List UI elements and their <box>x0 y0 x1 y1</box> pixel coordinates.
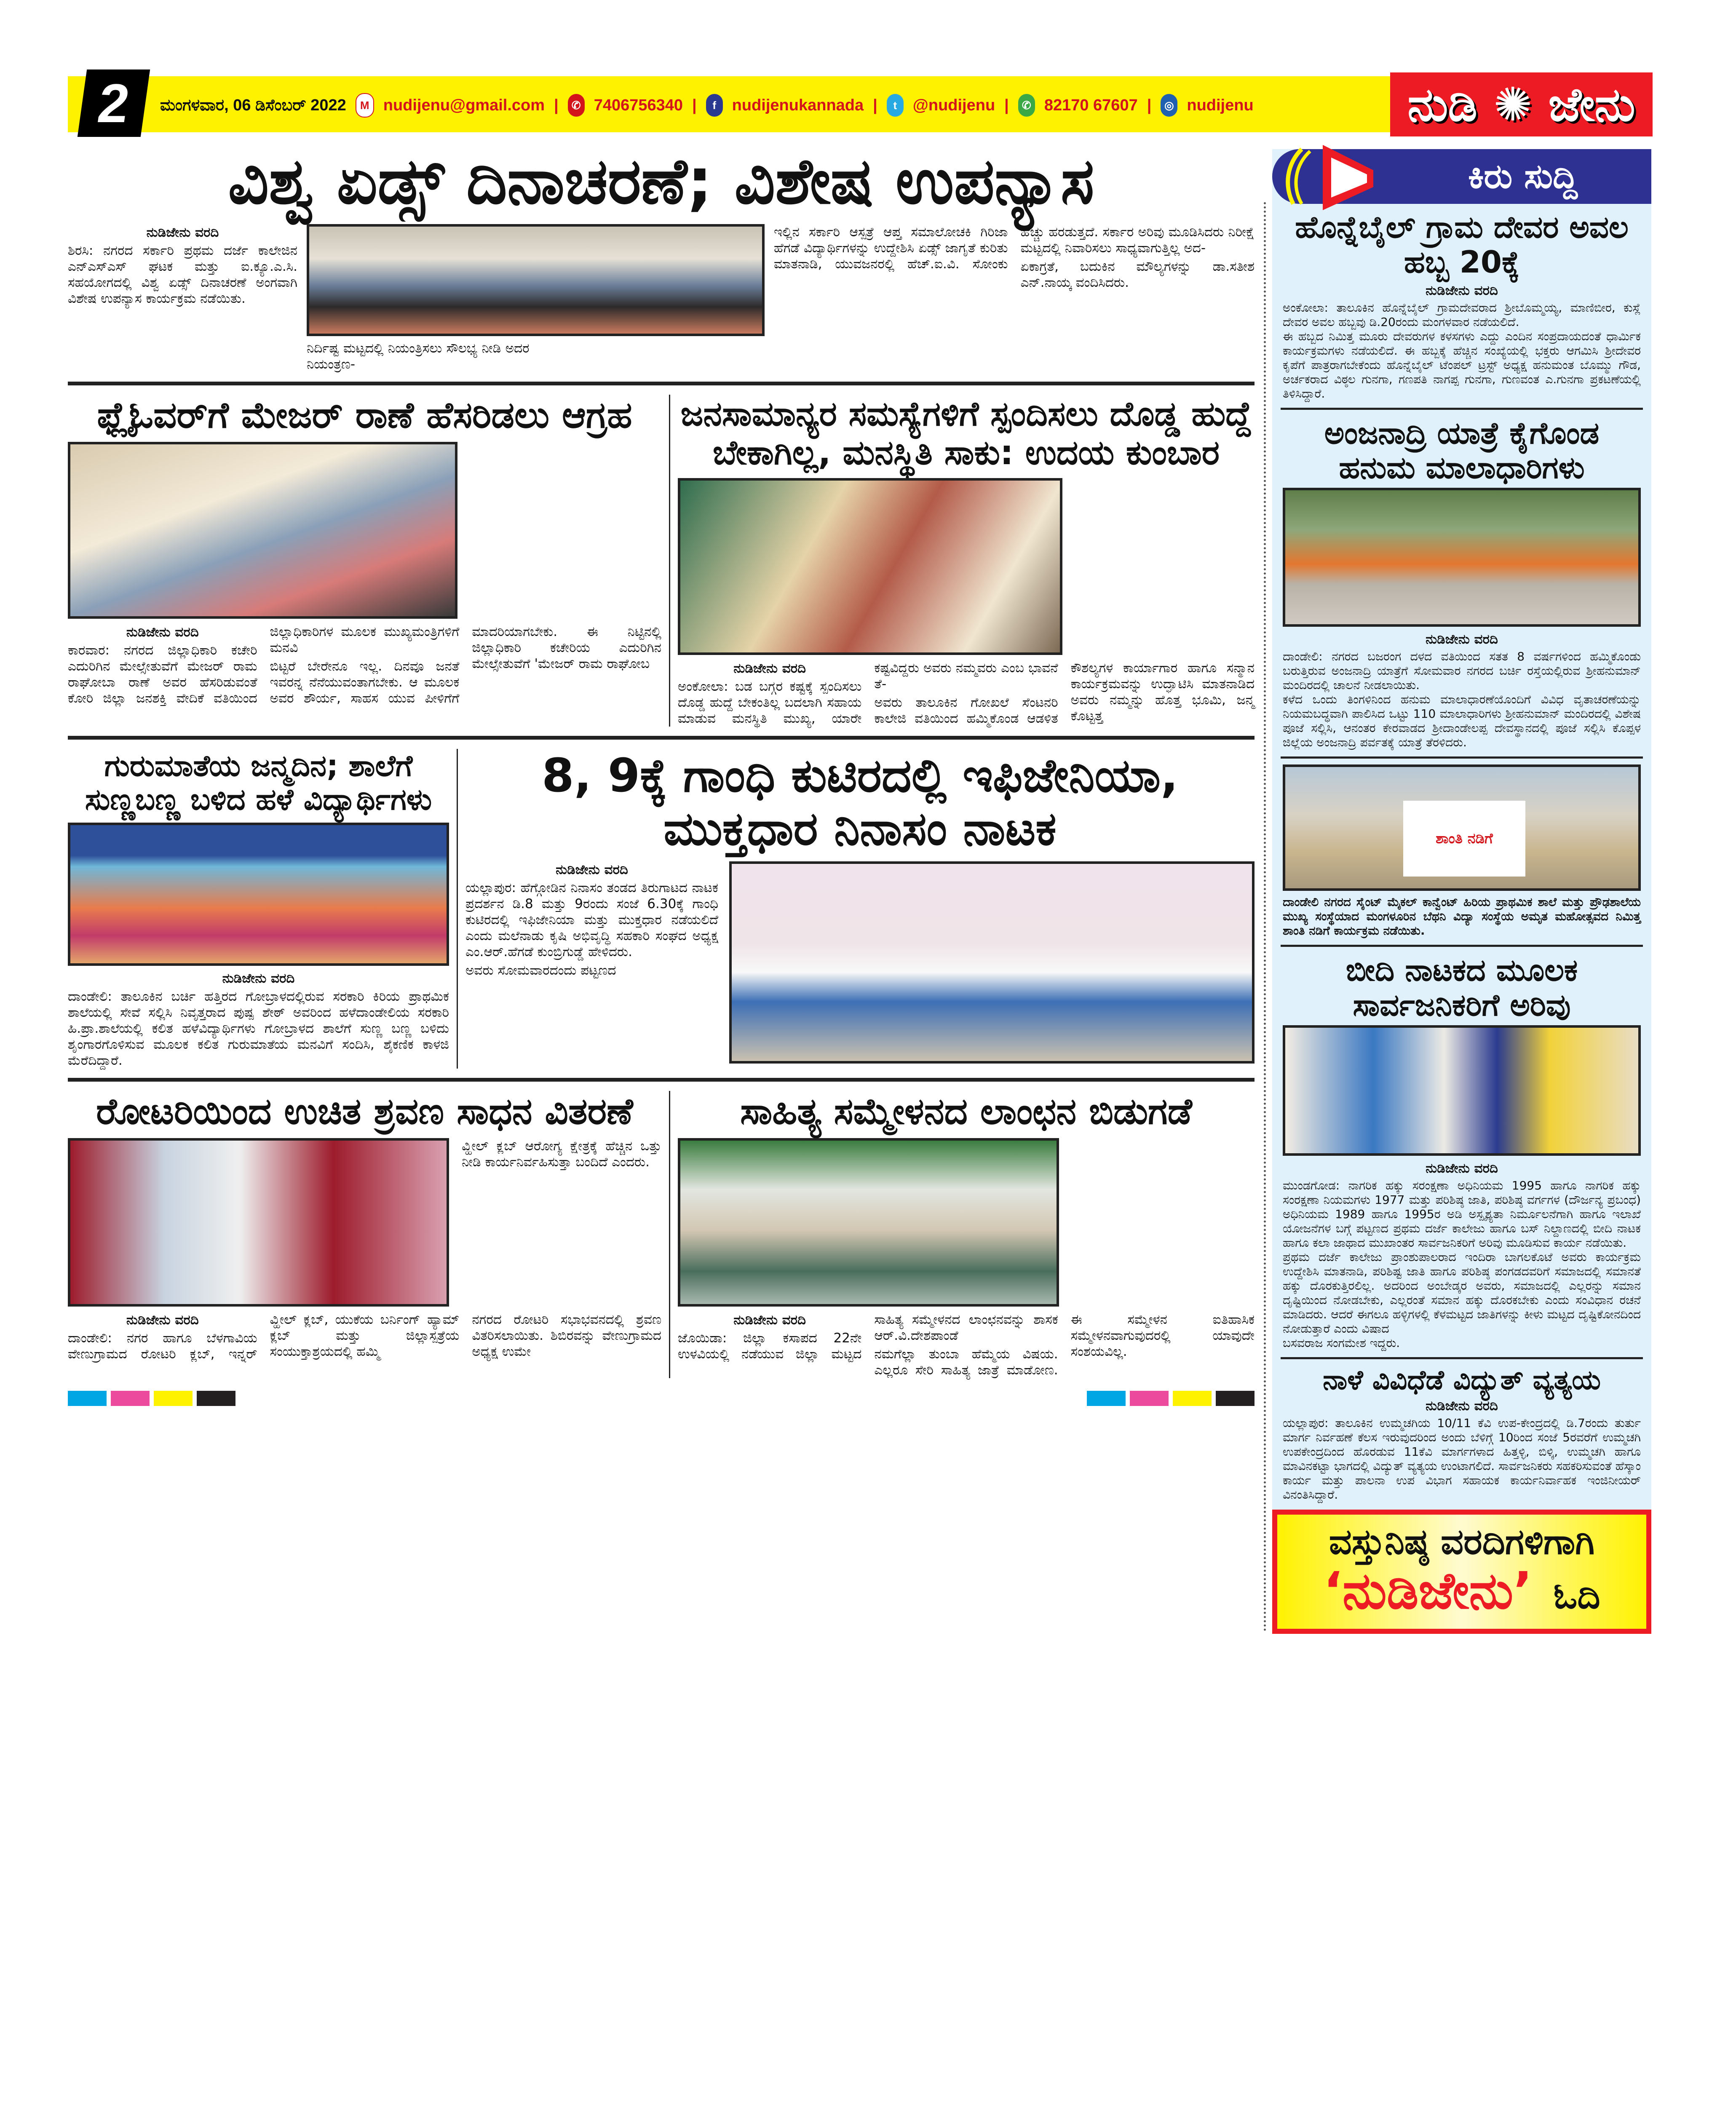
gandhi-article-body: ನುಡಿಜೇನು ವರದಿ ಯಲ್ಲಾಪುರ: ಹೆಗ್ಗೋಡಿನ ನಿನಾಸಂ ತಂಡದ ತಿರುಗಾಟದ ನಾಟಕ ಪ್ರದರ್ಶನ ಡಿ.8 ಮತ್ತು 9ರಂದು ಸಂಜೆ 6.30ಕ್ಕೆ ಗಾಂಧಿ ಕುಟಿರದಲ್ಲಿ ಇಫಿಜೇನಿಯಾ ಮತ್ತು ಮುಕ್ತಧಾರ ನಡೆಯಲಿದೆ ಎಂದು ಮಲೆನಾಡು ಕೃಷಿ ಅಭಿವೃದ್ಧಿ ಸಹಕಾರಿ ಸಂಘದ ಅಧ್ಯಕ್ಷ ಎಂ.ಆರ್.ಹೆಗಡೆ ಕುಂಬ್ರಿಗುಡ್ಡೆ ಹೇಳಿದರು. ಅವರು ಸೋಮವಾರದಂದು ಪಟ್ಟಣದ <box>465 862 718 978</box>
janasamanya-article-body: ನುಡಿಜೇನು ವರದಿ ಅಂಕೋಲಾ: ಬಡ ಬಗ್ಗರ ಕಷ್ಟಕ್ಕೆ ಸ್ಪಂದಿಸಲು ದೊಡ್ಡ ಹುದ್ದೆ ಬೇಕಂತಿಲ್ಲ ಬದಲಾಗಿ ಸಹಾಯ ಮಾಡುವ ಮನಸ್ಥಿತಿ ಮುಖ್ಯ, ಯಾರೇ ಕಷ್ಟವಿದ್ದರು ಅವರು ನಮ್ಮವರು ಎಂಬ ಭಾವನೆ ತೆ- ಅವರು ತಾಲೂಕಿನ ಗೋಖಲೆ ಸೆಂಟನರಿ ಕಾಲೇಜಿ ವತಿಯಿಂದ ಹಮ್ಮಿಕೊಂಡ ಆಡಳಿತ ಕೌಶಲ್ಯಗಳ ಕಾರ್ಯಾಗಾರ ಹಾಗೂ ಸನ್ಮಾನ ಕಾರ್ಯಕ್ರಮವನ್ನು ಉದ್ಘಾಟಿಸಿ ಮಾತನಾಡಿದ ಅವರು ನಮ್ಮನ್ನು ಹೊತ್ತ ಭೂಮಿ, ಜನ್ಮ ಕೊಟ್ಟತ್ತ <box>678 660 1255 726</box>
divider <box>68 736 1255 740</box>
sahitya-headline: ಸಾಹಿತ್ಯ ಸಮ್ಮೇಳನದ ಲಾಂಛನ ಬಿಡುಗಡೆ <box>740 1090 1192 1133</box>
janasamanya-photo <box>678 478 1062 655</box>
twitter-link[interactable]: @nudijenu <box>912 96 995 114</box>
divider <box>68 382 1255 385</box>
honnebail-news: ಹೊನ್ನೆಬೈಲ್ ಗ್ರಾಮ ದೇವರ ಅವಲ ಹಬ್ಬ 20ಕ್ಕೆ ನುಡಿಜೇನು ವರದಿ ಅಂಕೋಲಾ: ತಾಲೂಕಿನ ಹೊನ್ನೆಬೈಲ್ ಗ್ರಾಮದೇವರಾದ ಶ್ರೀಬೊಮ್ಮಯ್ಯ, ಮಾಣಿಬೀರ, ಕುಸ್ಲೆ ದೇವರ ಅವಲ ಹಬ್ಬವು ಡಿ.20ರಂದು ಮಂಗಳವಾರ ನಡೆಯಲಿದೆ. ಈ ಹಬ್ಬದ ನಿಮಿತ್ತ ಮೂರು ದೇವರುಗಳ ಕಳಸಗಳು ಎದ್ದು ಎಂದಿನ ಸಂಪ್ರದಾಯದಂತೆ ಧಾರ್ಮಿಕ ಕಾರ್ಯಕ್ರಮಗಳು ನಡೆಯಲಿದೆ. ಈ ಹಬ್ಬಕ್ಕೆ ಹೆಚ್ಚಿನ ಸಂಖ್ಯೆಯಲ್ಲಿ ಭಕ್ತರು ಆಗಮಿಸಿ ಶ್ರೀದೇವರ ಕೃಪೆಗೆ ಪಾತ್ರರಾಗಬೇಕೆಂದು ಹೊನ್ನೆಬೈಲ್ ಟೆಂಪಲ್ ಟ್ರಸ್ಟ್ ಅಧ್ಯಕ್ಷ ಹನುಮಂತ ಬೊಮ್ಮು ಗೌಡ, ಅರ್ಚಕರಾದ ವಿಠ್ಠಲ ಗುನಗಾ, ಗಣಪತಿ ನಾಗಪ್ಪ ಗುನಗಾ, ಗುಣವಂತ ಎ.ಗುನಗಾ ಪ್ರಕಟಣೆಯಲ್ಲಿ ತಿಳಿಸಿದ್ದಾರೆ. <box>1283 209 1641 401</box>
flyover-article <box>68 395 661 727</box>
facebook-icon: f <box>706 94 723 117</box>
article-body: ವ್ಹೀಲ್ ಕ್ಲಬ್ ಆರೋಗ್ಯ ಕ್ಷೇತ್ರಕ್ಕೆ ಹೆಚ್ಚಿನ ಒತ್ತು ನೀಡಿ ಕಾರ್ಯನಿರ್ವಹಿಸುತ್ತಾ ಬಂದಿದೆ ಎಂದರು. <box>462 1139 661 1170</box>
column-divider <box>457 749 458 1069</box>
kiru-suddi-title: ಕಿರು ಸುದ್ದಿ <box>1468 157 1578 196</box>
ninasam-book-release-photo <box>729 861 1255 1064</box>
ad-read: ಓದಿ <box>1553 1575 1600 1617</box>
registration-mark <box>154 1391 193 1406</box>
megaphone-icon <box>1285 141 1386 212</box>
whatsapp-number[interactable]: 82170 67607 <box>1044 96 1138 114</box>
column-divider <box>669 1091 670 1379</box>
nudijenu-promo-ad <box>1272 1510 1651 1634</box>
sahitya-article-body: ನುಡಿಜೇನು ವರದಿ ಜೊಯಿಡಾ: ಜಿಲ್ಲಾ ಕಸಾಪದ 22ನೇ ಉಳವಿಯಲ್ಲಿ ನಡೆಯುವ ಜಿಲ್ಲಾ ಮಟ್ಟದ ಸಾಹಿತ್ಯ ಸಮ್ಮೇಳನದ ಲಾಂಛನವನ್ನು ಶಾಸಕ ಆರ್.ವಿ.ದೇಶಪಾಂಡೆ ನಮಗೆಲ್ಲಾ ತುಂಬಾ ಹೆಮ್ಮೆಯ ವಿಷಯ. ಎಲ್ಲರೂ ಸೇರಿ ಸಾಹಿತ್ಯ ಜಾತ್ರೆ ಮಾಡೋಣ. ಈ ಸಮ್ಮೇಳನ ಐತಿಹಾಸಿಕ ಸಮ್ಮೇಳನವಾಗುವುದರಲ್ಲಿ ಯಾವುದೇ ಸಂಶಯವಿಲ್ಲ. <box>678 1312 1255 1378</box>
byline: ನುಡಿಜೇನು ವರದಿ <box>1426 283 1498 298</box>
issue-date: ಮಂಗಳವಾರ, 06 ಡಿಸೆಂಬರ್ 2022 <box>160 96 346 114</box>
peace-walk-banner: ಶಾಂತಿ ನಡಿಗೆ <box>1403 801 1525 877</box>
aids-event-photo <box>307 224 765 336</box>
flyover-memo-photo <box>68 442 457 619</box>
flyover-headline: ಫ್ಲೈಓವರ್‌ಗೆ ಮೇಜರ್ ರಾಣೆ ಹೆಸರಿಡಲು ಆಗ್ರಹ <box>97 394 632 436</box>
page-number: 2 <box>78 69 150 137</box>
sahitya-article <box>678 1091 1255 1379</box>
row-2 <box>68 395 1255 727</box>
divider <box>68 1078 1255 1082</box>
byline: ನುಡಿಜೇನು ವರದಿ <box>222 970 295 986</box>
street-play-photo <box>1283 1025 1641 1156</box>
rotary-article <box>68 1091 661 1379</box>
gurumate-article-body: ದಾಂಡೇಲಿ: ತಾಲೂಕಿನ ಬರ್ಚಿ ಹತ್ತಿರದ ಗೋಬ್ರಾಳದಲ್ಲಿರುವ ಸರಕಾರಿ ಕಿರಿಯ ಪ್ರಾಥಮಿಕ ಶಾಲೆಯಲ್ಲಿ ಸೇವೆ ಸಲ್ಲಿಸಿ ನಿವೃತ್ತರಾದ ಪುಷ್ಪ ಶೇಠ್ ಅವರಿಂದ ಹಳೆದಾಂಡೇಲಿಯ ಸರಕಾರಿ ಹಿ.ಪ್ರಾ.ಶಾಲೆಯಲ್ಲಿ ಕಲಿತ ಹಳೆವಿದ್ಯಾರ್ಥಿಗಳು ಗೋಬ್ರಾಳದ ಶಾಲೆಗೆ ಸುಣ್ಣ ಬಣ್ಣ ಬಳಿದು ಶೃಂಗಾರಗೊಳಿಸುವ ಮೂಲಕ ಕಲಿತ ಗುರುಮಾತೆಯ ಮನವಿಗೆ ಸಂದಿಸಿ, ಶೈಕಣಿಕ ಕಾಳಜಿ ಮೆರೆದಿದ್ದಾರೆ. <box>68 989 449 1068</box>
gandhi-article <box>465 749 1255 1069</box>
phone-number[interactable]: 7406756340 <box>594 96 683 114</box>
power-cut-news: ನಾಳೆ ವಿವಿಧೆಡೆ ವಿದ್ಯುತ್ ವ್ಯತ್ಯಯ ನುಡಿಜೇನು ವರದಿ ಯಲ್ಲಾಪುರ: ತಾಲೂಕಿನ ಉಮ್ಮಚಗಿಯ 10/11 ಕೆವಿ ಉಪ-ಕೇಂದ್ರದಲ್ಲಿ ಡಿ.7ರಂದು ತುರ್ತು ಮಾರ್ಗ ನಿರ್ವಹಣೆ ಕೆಲಸ ಇರುವುದರಿಂದ ಅಂದು ಬೆಳಿಗ್ಗೆ 10ರಿಂದ ಸಂಜೆ 5ರವರೆಗೆ ಉಮ್ಮಚಗಿ ಉಪಕೇಂದ್ರದಿಂದ ಹೊರಡುವ 11ಕೆವಿ ಮಾರ್ಗಗಳಾದ ಹಿತ್ತಳ್ಳಿ, ಬಿಳ್ಕಿ, ಉಮ್ಮಚಗಿ ಹಾಗೂ ಮಾವಿನಕಟ್ಟಾ ಭಾಗದಲ್ಲಿ ವಿದ್ಯುತ್ ವ್ಯತ್ಯಯ ಉಂಟಾಗಲಿದೆ. ಸಾರ್ವಜನಿಕರು ಸಹಕರಿಸುವಂತೆ ಹೆಸ್ಕಾಂ ಕಾರ್ಯ ಮತ್ತು ಪಾಲನಾ ಉಪ ವಿಭಾಗ ಸಹಾಯಕ ಕಾರ್ಯನಿರ್ವಾಹಕ ಇಂಜಿನೀಯರ್ ವಿನಂತಿಸಿದ್ದಾರೆ. <box>1283 1364 1641 1502</box>
byline: ನುಡಿಜೇನು ವರದಿ <box>1426 1398 1498 1414</box>
whatsapp-icon: ✆ <box>1018 94 1035 117</box>
registration-mark <box>1130 1391 1169 1406</box>
gandhi-headline: 8, 9ಕ್ಕೆ ಗಾಂಧಿ ಕುಟಿರದಲ್ಲಿ ಇಫಿಜೇನಿಯಾ, ಮುಕ್ತಧಾರ ನಿನಾಸಂ ನಾಟಕ <box>542 748 1178 855</box>
masthead-info: ಮಂಗಳವಾರ, 06 ಡಿಸೆಂಬರ್ 2022 M nudijenu@gmail.com | ✆ 7406756340 | f nudijenukannada | t @nudijenu | ✆ 82170 67607 | ◎ nudijenu <box>160 91 1254 120</box>
janasamanya-article <box>678 395 1255 727</box>
article-body: ಶಿರಸಿ: ನಗರದ ಸರ್ಕಾರಿ ಪ್ರಥಮ ದರ್ಜೆ ಕಾಲೇಜಿನ ಎನ್‌ಎಸ್‌ಎಸ್ ಘಟಕ ಮತ್ತು ಐ.ಕ್ಯೂ.ಎ.ಸಿ. ಸಹಯೋಗದಲ್ಲಿ ವಿಶ್ವ ಏಡ್ಸ್ ದಿನಾಚರಣೆ ಅಂಗವಾಗಿ ವಿಶೇಷ ಉಪನ್ಯಾಸ ಕಾರ್ಯಕ್ರಮ ನಡೆಯಿತು. <box>68 243 297 306</box>
byline: ನುಡಿಜೇನು ವರದಿ <box>733 660 806 676</box>
email-link[interactable]: nudijenu@gmail.com <box>383 96 545 114</box>
registration-marks <box>68 1391 1255 1406</box>
rotary-article-body: ನುಡಿಜೇನು ವರದಿ ದಾಂಡೇಲಿ: ನಗರ ಹಾಗೂ ಬೆಳಗಾವಿಯ ವೇಣುಗ್ರಾಮದ ರೋಟರಿ ಕ್ಲಬ್, ಇನ್ನರ್ ವ್ಹೀಲ್ ಕ್ಲಬ್, ಯುಕೆಯ ಬರ್ನಿಂಗ್ ಹ್ಯಾಮ್ ಕ್ಲಬ್ ಮತ್ತು ಜಿಲ್ಲಾಸ್ಪತ್ರೆಯ ಸಂಯುಕ್ತಾಶ್ರಯದಲ್ಲಿ ಹಮ್ಮಿ ನಗರದ ರೋಟರಿ ಸಭಾಭವನದಲ್ಲಿ ಶ್ರವಣ ವಿತರಿಸಲಾಯಿತು. ಶಿಬಿರವನ್ನು ವೇಣುಗ್ರಾಮದ ಅಧ್ಯಕ್ಷ ಉಮೇ <box>68 1312 661 1362</box>
byline: ನುಡಿಜೇನು ವರದಿ <box>1426 1160 1498 1176</box>
lead-headline: ವಿಶ್ವ ಏಡ್ಸ್ ದಿನಾಚರಣೆ; ವಿಶೇಷ ಉಪನ್ಯಾಸ <box>228 145 1094 218</box>
twitter-icon: t <box>887 94 904 117</box>
registration-mark <box>197 1391 235 1406</box>
lead-article <box>68 224 1255 372</box>
row-4 <box>68 1091 1255 1379</box>
sahitya-logo-release-photo <box>678 1138 1059 1307</box>
honnebail-headline: ಹೊನ್ನೆಬೈಲ್ ಗ್ರಾಮ ದೇವರ ಅವಲ ಹಬ್ಬ 20ಕ್ಕೆ <box>1295 209 1629 280</box>
registration-mark <box>111 1391 150 1406</box>
phone-icon: ✆ <box>568 94 585 117</box>
rotary-event-photo <box>68 1138 449 1307</box>
beedi-nataka-headline: ಬೀದಿ ನಾಟಕದ ಮೂಲಕ ಸಾರ್ವಜನಿಕರಿಗೆ ಅರಿವು <box>1345 952 1578 1023</box>
byline: ನುಡಿಜೇನು ವರದಿ <box>556 862 628 877</box>
janasamanya-headline: ಜನಸಾಮಾನ್ಯರ ಸಮಸ್ಯೆಗಳಿಗೆ ಸ್ಪಂದಿಸಲು ದೊಡ್ಡ ಹುದ್ದೆ ಬೇಕಾಗಿಲ್ಲ, ಮನಸ್ಥಿತಿ ಸಾಕು: ಉದಯ ಕುಂಬಾರ <box>680 394 1252 472</box>
registration-mark <box>1173 1391 1212 1406</box>
web-link[interactable]: nudijenu <box>1187 96 1254 114</box>
mail-icon: M <box>356 93 374 118</box>
school-photo <box>68 823 449 966</box>
byline: ನುಡಿಜೇನು ವರದಿ <box>126 625 199 640</box>
flyover-article-body: ನುಡಿಜೇನು ವರದಿ ಕಾರವಾರ: ನಗರದ ಜಿಲ್ಲಾಧಿಕಾರಿ ಕಚೇರಿ ಎದುರಿಗಿನ ಮೇಲ್ಸೇತುವೆಗೆ ಮೇಜರ್ ರಾಮ ರಾಘೋಬಾ ರಾಣೆ ಅವರ ಹೆಸರಿಡುವಂತೆ ಕೋರಿ ಜಿಲ್ಲಾ ಜನಶಕ್ತಿ ವೇದಿಕೆ ವತಿಯಿಂದ ಜಿಲ್ಲಾಧಿಕಾರಿಗಳ ಮೂಲಕ ಮುಖ್ಯಮಂತ್ರಿಗಳಿಗೆ ಮನವಿ ಬಿಟ್ಟರೆ ಬೇರೇನೂ ಇಲ್ಲ. ದಿನವೂ ಜನತೆ ಇವರನ್ನ ನೆನೆಯುವಂತಾಗಬೇಕು. ಆ ಮೂಲಕ ಅವರ ಶೌರ್ಯ, ಸಾಹಸ ಯುವ ಪೀಳಿಗೆಗೆ ಮಾದರಿಯಾಗಬೇಕು. ಈ ನಿಟ್ಟಿನಲ್ಲಿ ಜಿಲ್ಲಾಧಿಕಾರಿ ಕಚೇರಿಯ ಎದುರಿಗಿನ ಮೇಲ್ಸೇತುವೆಗೆ 'ಮೇಜರ್ ರಾಮ ರಾಘೋಬ <box>68 624 661 706</box>
ad-brand: ‘ನುಡಿಜೇನು’ <box>1323 1561 1533 1620</box>
facebook-link[interactable]: nudijenukannada <box>732 96 864 114</box>
registration-mark <box>68 1391 107 1406</box>
power-cut-headline: ನಾಳೆ ವಿವಿಧೆಡೆ ವಿದ್ಯುತ್ ವ್ಯತ್ಯಯ <box>1323 1364 1601 1396</box>
peace-walk-photo <box>1283 764 1641 891</box>
beedi-nataka-news: ಬೀದಿ ನಾಟಕದ ಮೂಲಕ ಸಾರ್ವಜನಿಕರಿಗೆ ಅರಿವು ನುಡಿಜೇನು ವರದಿ ಮುಂಡಗೋಡ: ನಾಗರಿಕ ಹಕ್ಕು ಸರಂಕ್ಷಣಾ ಅಧಿನಿಯಮ 1995 ಹಾಗೂ ನಾಗರಿಕ ಹಕ್ಕು ಸಂರಕ್ಷಣಾ ನಿಯಮಗಳು 1977 ಮತ್ತು ಪರಿಶಿಷ್ಠ ಜಾತಿ, ಪರಿಶಿಷ್ಠ ವರ್ಗಗಳ (ದೌರ್ಜನ್ಯ ಪ್ರಬಂಧ) ಅಧಿನಿಯಮ 1989 ಹಾಗೂ 1995ರ ಅಡಿ ಅಸ್ಪೃಶ್ಯತಾ ನಿರ್ಮೂಲನೆಗಾಗಿ ಹಾಗೂ ಇಲಾಖೆ ಯೋಜನೆಗಳ ಬಗ್ಗೆ ಪಟ್ಟಣದ ಪ್ರಥಮ ದರ್ಜೆ ಕಾಲೇಜು ಹಾಗೂ ಬಸ್ ನಿಲ್ದಾಣದಲ್ಲಿ ಬೀದಿ ನಾಟಕ ಹಾಗೂ ಕಲಾ ಜಾಥಾದ ಮುಖಾಂತರ ಸಾರ್ವಜನಿಕರಿಗೆ ಅರಿವು ಮೂಡಿಸುವ ಕಾರ್ಯ ನಡೆಯಿತು. ಪ್ರಥಮ ದರ್ಜೆ ಕಾಲೇಜು ಪ್ರಾಂಶುಪಾಲರಾದ ಇಂದಿರಾ ಬಾಗಲಕೊಟೆ ಅವರು ಕಾರ್ಯಕ್ರಮ ಉದ್ದೇಶಿಸಿ ಮಾತನಾಡಿ, ಪರಿಶಿಷ್ಟ ಜಾತಿ ಹಾಗೂ ಪರಿಶಿಷ್ಠ ಪಂಗಡದವರಿಗೆ ಸಮಾಜದಲ್ಲಿ ಸಮಾನತೆ ಹಕ್ಕು ದೊರಕುತ್ತಿರಲಿಲ್ಲ. ಅದರಿಂದ ಅಂಬೇಡ್ಕರ ಅವರು, ಸಮಾಜದಲ್ಲಿ ಎಲ್ಲರನ್ನು ಸಮಾನ ದೃಷ್ಟಿಯಿಂದ ನೋಡಬೇಕು, ಎಲ್ಲರಂತೆ ಸಮಾನ ಹಕ್ಕು ದೊರಕಬೇಕು ಎಂದು ಸಂವಿಧಾನ ರಚನೆ ಮಾಡಿದರು. ಆದರೆ ಈಗಲೂ ಹಳ್ಳಿಗಳಲ್ಲಿ ಕೆಳಮಟ್ಟದ ಜಾತಿಗಳನ್ನು ಕೀಳು ಮಟ್ಟದ ದೃಷ್ಟಿಕೋನದಿಂದ ನೋಡುತ್ತಾರೆ ಎಂದು ವಿಷಾದ ಬಸವರಾಜ ಸಂಗಮೇಶ ಇದ್ದರು. <box>1283 952 1641 1350</box>
byline: ನುಡಿಜೇನು ವರದಿ <box>733 1312 806 1328</box>
gurumate-article <box>68 749 449 1069</box>
column-divider <box>669 395 670 727</box>
gurumate-headline: ಗುರುಮಾತೆಯ ಜನ್ಮದಿನ; ಶಾಲೆಗೆ ಸುಣ್ಣಬಣ್ಣ ಬಳಿದ ಹಳೆ ವಿದ್ಯಾರ್ಥಿಗಳು <box>85 748 432 817</box>
sidebar <box>1272 149 1651 1634</box>
byline: ನುಡಿಜೇನು ವರದಿ <box>1426 632 1498 647</box>
registration-mark <box>1216 1391 1255 1406</box>
article-body: ನಿರ್ದಿಷ್ಟ ಮಟ್ಟದಲ್ಲಿ ನಿಯಂತ್ರಿಸಲು ಸೌಲಭ್ಯ ನೀಡಿ ಅದರ ನಿಯಂತ್ರಣ- <box>307 340 530 372</box>
byline: ನುಡಿಜೇನು ವರದಿ <box>146 224 219 240</box>
rotary-headline: ರೋಟರಿಯಿಂದ ಉಚಿತ ಶ್ರವಣ ಸಾಧನ ವಿತರಣೆ <box>96 1090 633 1133</box>
lead-article-col1 <box>68 224 297 372</box>
peace-walk-caption: ದಾಂಡೇಲಿ ನಗರದ ಸೈಂಟ್ ಮೈಕಲ್ ಕಾನ್ವೆಂಟ್ ಹಿರಿಯ ಪ್ರಾಥಮಿಕ ಶಾಲೆ ಮತ್ತು ಪ್ರೌಢಶಾಲೆಯ ಮುಖ್ಯ ಸಂಸ್ಥೆಯಾದ ಮಂಗಳೂರಿನ ಬೆಥನಿ ವಿದ್ಯಾ ಸಂಸ್ಥೆಯ ಅಮೃತ ಮಹೋತ್ಸವದ ನಿಮಿತ್ತ ಶಾಂತಿ ನಡಿಗೆ ಕಾರ್ಯಕ್ರಮ ನಡೆಯಿತು. <box>1283 895 1641 938</box>
globe-icon: ◎ <box>1161 94 1177 117</box>
anjanadri-headline: ಅಂಜನಾದ್ರಿ ಯಾತ್ರೆ ಕೈಗೊಂಡ ಹನುಮ ಮಾಲಾಧಾರಿಗಳು <box>1324 415 1600 486</box>
article-body: ಇಲ್ಲಿನ ಸರ್ಕಾರಿ ಆಸ್ಪತ್ರೆ ಆಪ್ತ ಸಮಾಲೋಚಕಿ ಗಿರಿಜಾ ಹೆಗಡೆ ವಿದ್ಯಾರ್ಥಿಗಳನ್ನು ಉದ್ದೇಶಿಸಿ ಏಡ್ಸ್ ಜಾಗೃತೆ ಕುರಿತು ಮಾತನಾಡಿ, ಯುವಜನರಲ್ಲಿ ಹೆಚ್.ಐ.ವಿ. ಸೋಂಕು ಹೆಚ್ಚು ಹರಡುತ್ತದೆ. ಸರ್ಕಾರ ಅರಿವು ಮೂಡಿಸಿದರು ನಿರೀಕ್ಷೆ ಮಟ್ಟದಲ್ಲಿ ನಿವಾರಿಸಲು ಸಾಧ್ಯವಾಗುತ್ತಿಲ್ಲ ಅದ- ಏಕಾಗ್ರತೆ, ಬದುಕಿನ ಮೌಲ್ಯಗಳನ್ನು ಡಾ.ಸತೀಶ ಎನ್.ನಾಯ್ಕ ವಂದಿಸಿದರು. <box>774 224 1255 290</box>
hanuma-procession-photo <box>1283 488 1641 627</box>
registration-mark <box>1087 1391 1126 1406</box>
kiru-suddi-banner <box>1272 149 1651 204</box>
sidebar-divider <box>1264 202 1266 1632</box>
anjanadri-news: ಅಂಜನಾದ್ರಿ ಯಾತ್ರೆ ಕೈಗೊಂಡ ಹನುಮ ಮಾಲಾಧಾರಿಗಳು ನುಡಿಜೇನು ವರದಿ ದಾಂಡೇಲಿ: ನಗರದ ಬಜರಂಗ ದಳದ ವತಿಯಿಂದ ಸತತ 8 ವರ್ಷಗಳಿಂದ ಹಮ್ಮಿಕೊಂಡು ಬರುತ್ತಿರುವ ಅಂಜನಾದ್ರಿ ಯಾತ್ರೆಗೆ ಸೋಮವಾರ ನಗರದ ಬರ್ಚಿ ರಸ್ತೆಯಲ್ಲಿರುವ ಶ್ರೀಹನುಮಾನ್ ಮಂದಿರದಲ್ಲಿ ಚಾಲನೆ ನೀಡಲಾಯಿತು. ಕಳೆದ ಒಂದು ತಿಂಗಳಿನಿಂದ ಹನುಮ ಮಾಲಾಧಾರಣೆಯೊಂದಿಗೆ ವಿವಿಧ ವೃತಾಚರಣೆಯನ್ನು ನಿಯಮಬದ್ಧವಾಗಿ ಪಾಲಿಸಿದ ಒಟ್ಟು 110 ಮಾಲಾಧಾರಿಗಳು ಶ್ರೀಹನುಮಾನ್ ಮಂದಿರದಲ್ಲಿ ವಿಶೇಷ ಪೂಜೆ ಸಲ್ಲಿಸಿ, ಆನಂತರ ಕೇರವಾಡದ ಶ್ರೀದಾಂಡೇಲಪ್ಪ ದೇವಸ್ಥಾನದಲ್ಲಿ ಪೂಜೆ ಸಲ್ಲಿಸಿ ಕೊಪ್ಪಳ ಜಿಲ್ಲೆಯ ಅಂಜನಾದ್ರಿ ಪರ್ವತಕ್ಕೆ ಯಾತ್ರೆ ತೆರಳಿದರು. <box>1283 415 1641 750</box>
byline: ನುಡಿಜೇನು ವರದಿ <box>126 1312 199 1328</box>
peace-walk-news <box>1272 759 1651 938</box>
main-content <box>68 145 1255 1406</box>
row-3 <box>68 749 1255 1069</box>
newspaper-logo: ನುಡಿ ✺ ಜೇನು <box>1390 72 1653 136</box>
ad-tagline: ವಸ್ತುನಿಷ್ಠ ವರದಿಗಳಿಗಾಗಿ <box>1329 1521 1595 1563</box>
